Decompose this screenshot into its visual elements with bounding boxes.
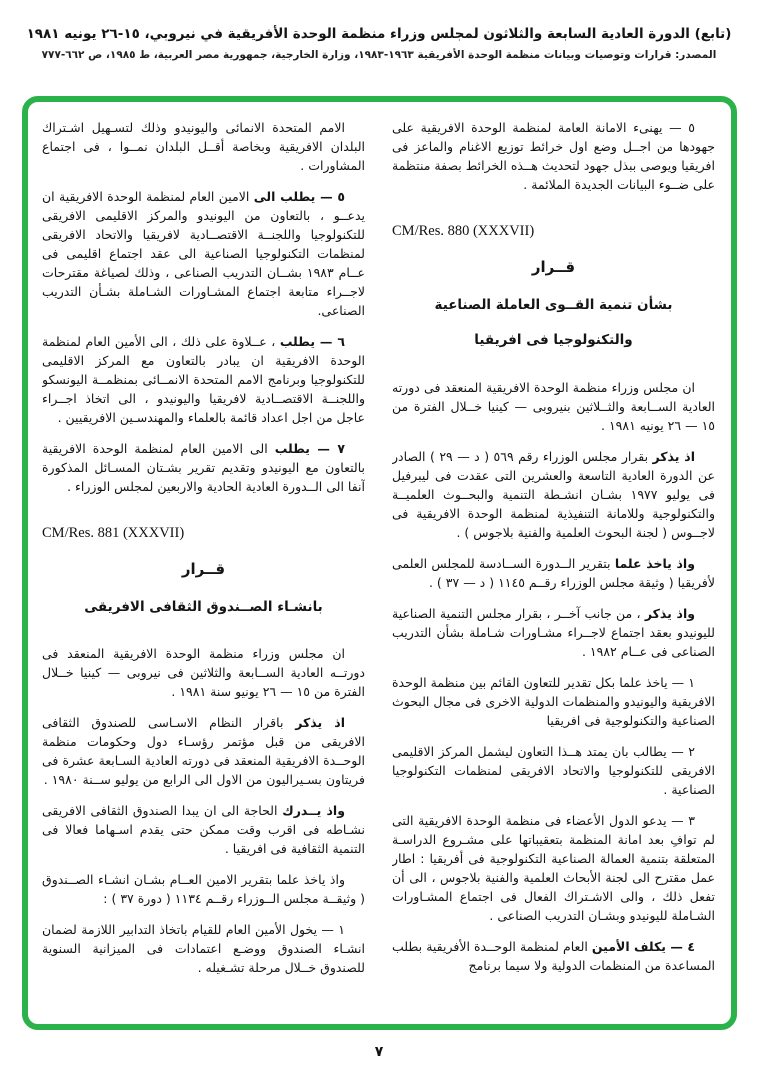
paragraph: اذ يذكر باقرار النظام الاسـاسى للصندوق الثقافى الافريقى من قبل مؤتمر رؤسـاء دول وحكومات منظمة الوحــدة الافريقية المنعقد فى دورته العادية السـابعة عشرة فى فريتاون بسـيراليون من الاول الى الرابع من يوليو ســنة ١٩٨٠ . bbox=[42, 715, 365, 788]
paragraph: ٢ — يطالب بان يمتد هــذا التعاون ليشمل المركز الاقليمى الافريقى للتكنولوجيا والاتحاد الافريقى لمنظمات التكنولوجيا الصناعية . bbox=[392, 744, 715, 798]
resolution-subtitle: بانشـاء الصــندوق الثقافى الافريقى bbox=[84, 598, 323, 615]
paragraph: ٧ — يطلب الى الامين العام لمنظمة الوحدة الافريقية بالتعاون مع اليونيدو وتقديم تقرير بشـتان المسـائل المذكورة آنفا الى الــدورة العادية الحادية والاربعين لمجلس الوزراء . bbox=[42, 441, 365, 494]
paragraph: واذ ياخذ علما بتقرير الــدورة الســادسة للمجلس العلمى لأفريقيا ( وثيقة مجلس الوزراء رقــم ١١٤٥ ( د — ٣٧ ) . bbox=[392, 556, 715, 591]
resolution-subtitle: بشأن تنمية القــوى العاملة الصناعية bbox=[434, 296, 673, 313]
resolution-subtitle: والتكنولوجيا فى افريقيا bbox=[474, 332, 633, 349]
resolution-ref-880: CM/Res. 880 (XXXVII) bbox=[392, 223, 535, 239]
column-right bbox=[392, 118, 715, 1014]
paragraph: ٣ — يدعو الدول الأعضاء فى منظمة الوحدة الافريقية التى لم توافِ بعد امانة المنظمة بتعقيباتها على مشـروع الدراسـة المتعلقة بتنمية العمالة الصناعية التكنولوجية فى أفريقيا : اطار عمل مقترح الى لجنة الأبحاث العلمية والفنية بلاجوس ، الى أن تفعل ذلك ، والى الاشـتراك الفعال فى اجتماع المشـاورات الشـاملة لليونيدو وبشـان التدريب الصناعى . bbox=[392, 813, 715, 924]
resolution-title: قــرار bbox=[181, 560, 226, 579]
paragraph: ١ — ياخذ علما بكل تقدير للتعاون القائم بين منظمة الوحدة الافريقية واليونيدو والمنظمات الدولية الاخرى فى مجال البحوث الصناعية والتكنولوجية فى افريقيا bbox=[392, 675, 715, 729]
spacer bbox=[392, 364, 715, 378]
paragraph: ١ — يخول الأمين العام للقيام باتخاذ التدابير اللازمة لضمان انشـاء الصندوق ووضـع اعتمادات فى الميزانية السنوية للصندوق خــلال مرحلة تشـغيله . bbox=[42, 922, 365, 976]
paragraph: اذ يذكر بقرار مجلس الوزراء رقم ٥٦٩ ( د — ٢٩ ) الصادر عن الدورة العادية التاسعة والعشرين التى عقدت فى ليبرفيل فى يوليو ١٩٧٧ بشـان انشـطة التنمية والبحــوث العلميــة والتكنولوجية وللامانة التنفيذية لمنظمة الوحدة الافريقية فى لاجــوس ( لجنة البحوث العلمية والفنية بلاجوس ) . bbox=[392, 449, 715, 541]
paragraph: ٥ — يطلب الى الامين العام لمنظمة الوحدة الافريقية ان يدعــو ، بالتعاون من اليونيدو والمركز الاقليمى الافريقى للتكنولوجيا واللجنــة الاقتصــادية لافريقيا والاتحاد الافريقى لمنظمات التكنولوجيا الصناعية الى عقد اجتماع اقليمى فى عــام ١٩٨٣ بشــان التدريب الصناعى ، وذلك لصياغة مقترحات لاجــراء متابعة اجتماع المشـاورات الشـاملة بشـأن التدريب الصناعى. bbox=[42, 189, 365, 318]
session-title: (تابع) الدورة العادية السابعة والثلاثون لمجلس وزراء منظمة الوحدة الأفريقية في نيروبي، ١٥-٢٦ يونيه ١٩٨١ bbox=[26, 26, 732, 42]
paragraph: واذ ياخذ علما بتقرير الامين العــام بشـان انشـاء الصــندوق ( وثيقــة مجلس الــوزراء رقــم ١١٣٤ ( دورة ٣٧ ) : bbox=[42, 872, 365, 907]
text-columns bbox=[42, 118, 715, 1014]
green-frame bbox=[22, 96, 737, 1030]
paragraph: الامم المتحدة الانمائى واليونيدو وذلك لتسـهيل اشـتراك البلدان الافريقية وبخاصة أقــل البلدان نمــوا ، فى اجتماع المشاورات . bbox=[42, 120, 365, 173]
page-header bbox=[0, 26, 758, 61]
paragraph: ٥ — يهنىء الامانة العامة لمنظمة الوحدة الافريقية على جهودها من اجــل وضع اول خرائط توزيع الاغنام والماعز فى افريقيا ويوصى ببذل جهود لتحديث هــذه الخرائط بصفة منتظمة على ضــوء البيانات الجديدة الملائمة . bbox=[392, 120, 715, 192]
paragraph: ٦ — يطلب ، عــلاوة على ذلك ، الى الأمين العام لمنظمة الوحدة الافريقية ان يبادر بالتعاون مع المركز الاقليمى للتكنولوجيا وبرنامج الامم المتحدة الانمــائى بمنظمــة اليونسكو واللجنــة الاقتصــادية لافريقيا واليونيدو ، الى اتخاذ اجــراء عاجل من اجل اعداد قائمة بالعلماء والمهندسـين الافريقيين . bbox=[42, 334, 365, 425]
resolution-title: قــرار bbox=[531, 258, 576, 277]
page-number: ٧ bbox=[374, 1044, 384, 1060]
paragraph: ٤ — يكلف الأمين العام لمنظمة الوحــدة الأفريقية بطلب المساعدة من المنظمات الدولية ولا سيما برنامج bbox=[392, 939, 715, 974]
column-left bbox=[42, 118, 365, 1014]
paragraph: ان مجلس وزراء منظمة الوحدة الافريقية المنعقد فى دورته العادية الســابعة والثــلاثين بنيروبى — كينيا خــلال الفترة من ١٥ — ٢٦ يونيه ١٩٨١ . bbox=[392, 380, 715, 434]
paragraph: واذ يــدرك الحاجة الى ان يبدا الصندوق الثقافى الافريقى نشـاطه فى اقرب وقت ممكن حتى يقدم اسـهاما فعالا فى التنمية الثقافية فى افريقيا . bbox=[42, 803, 365, 857]
paragraph: ان مجلس وزراء منظمة الوحدة الافريقية المنعقد فى دورتــه العادية الســابعة والثلاثين فى نيروبى — كينيا خــلال الفترة من ١٥ — ٢٦ يونيو سنة ١٩٨١ . bbox=[42, 646, 365, 700]
paragraph: واذ يذكر ، من جانب آخــر ، بقرار مجلس التنمية الصناعية لليونيدو بعقد اجتماع لاجــراء مشـاورات شـاملة بشأن التدريب الصناعى فى عــام ١٩٨٢ . bbox=[392, 606, 715, 660]
source-line: المصدر: قرارات وتوصيات وبيانات منظمة الوحدة الأفريقية ١٩٦٣-١٩٨٣، وزارة الخارجية، جمهورية مصر العربية، ط ١٩٨٥، ص ٦٦٢-٧٧٧ bbox=[41, 49, 717, 61]
resolution-ref-881: CM/Res. 881 (XXXVII) bbox=[42, 525, 185, 541]
spacer bbox=[42, 630, 365, 644]
